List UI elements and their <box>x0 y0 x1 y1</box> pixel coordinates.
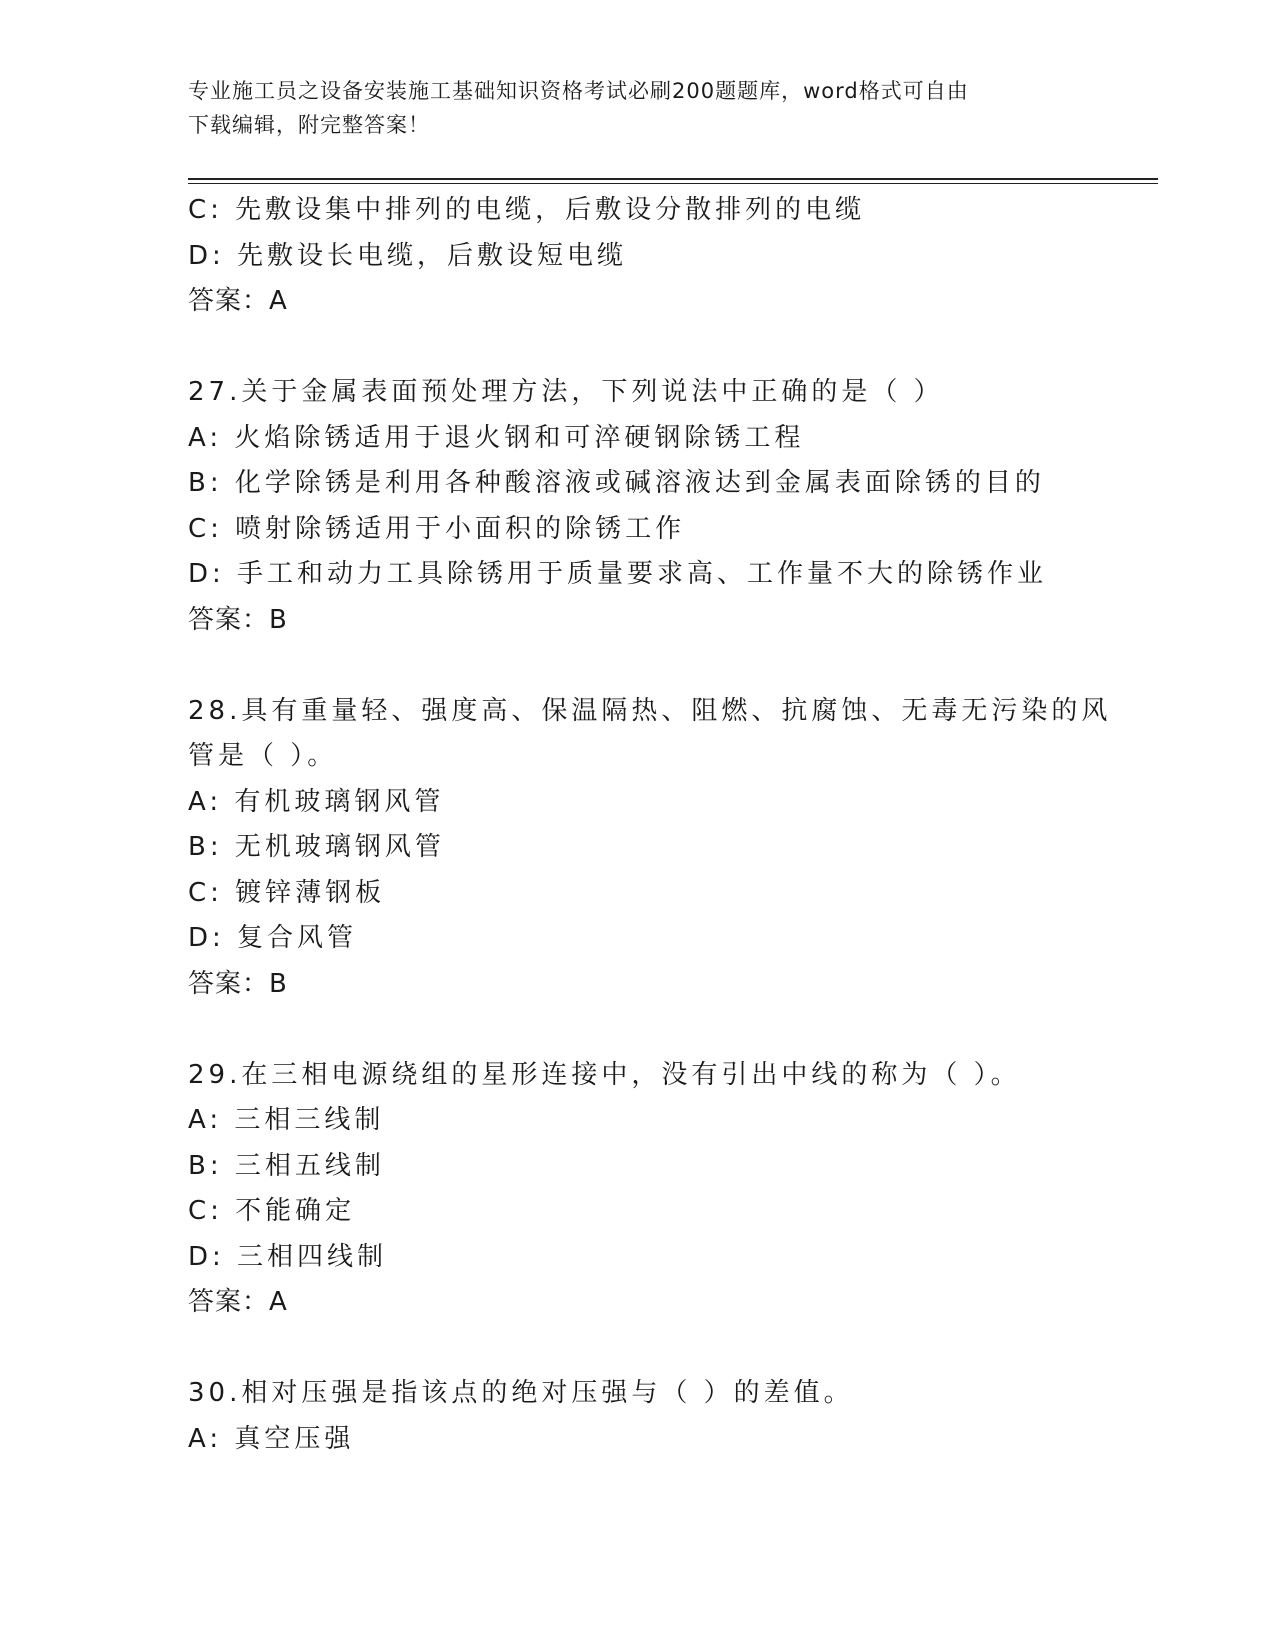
question-stem: 27.关于金属表面预处理方法，下列说法中正确的是（ ） <box>188 377 944 407</box>
question-26-continued <box>188 188 1088 325</box>
answer: 答案：A <box>188 1287 288 1317</box>
question-list <box>188 188 1112 1462</box>
header-divider-thin <box>188 183 1158 184</box>
question-stem: 29.在三相电源绕组的星形连接中，没有引出中线的称为（ ）。 <box>188 1059 1021 1090</box>
answer: 答案：A <box>188 286 288 316</box>
option-c: C: 喷射除锈适用于小面积的除锈工作 <box>188 513 686 544</box>
spacer <box>188 643 1088 689</box>
question-30 <box>188 1371 1088 1462</box>
option-b: B: 三相五线制 <box>188 1150 385 1181</box>
question-stem-continued: 管是（ ）。 <box>188 741 338 771</box>
spacer <box>188 325 1088 371</box>
option-a: A: 火焰除锈适用于退火钢和可淬硬钢除锈工程 <box>188 422 805 453</box>
option-d: D: 三相四线制 <box>188 1241 388 1272</box>
document-header <box>188 74 1068 142</box>
question-29 <box>188 1053 1088 1326</box>
option-d: D: 复合风管 <box>188 923 358 953</box>
option-a: A: 真空压强 <box>188 1423 355 1454</box>
option-d: D: 手工和动力工具除锈用于质量要求高、工作量不大的除锈作业 <box>188 559 1048 589</box>
answer: 答案：B <box>188 968 288 999</box>
option-b: B: 化学除锈是利用各种酸溶液或碱溶液达到金属表面除锈的目的 <box>188 468 1045 498</box>
question-28 <box>188 689 1112 1008</box>
option-c: C: 先敷设集中排列的电缆，后敷设分散排列的电缆 <box>188 195 866 225</box>
option-c: C: 不能确定 <box>188 1196 356 1226</box>
question-27 <box>188 370 1088 643</box>
option-c: C: 镀锌薄钢板 <box>188 877 386 908</box>
header-divider-thick <box>188 178 1158 180</box>
answer: 答案：B <box>188 604 288 635</box>
option-a: A: 三相三线制 <box>188 1105 385 1135</box>
question-stem: 28.具有重量轻、强度高、保温隔热、阻燃、抗腐蚀、无毒无污染的风 <box>188 695 1112 726</box>
spacer <box>188 1326 1088 1372</box>
option-d: D: 先敷设长电缆，后敷设短电缆 <box>188 240 628 271</box>
header-line-2: 下载编辑，附完整答案！ <box>188 113 430 137</box>
spacer <box>188 1007 1088 1053</box>
option-b: B: 无机玻璃钢风管 <box>188 832 445 862</box>
question-stem: 30.相对压强是指该点的绝对压强与（ ）的差值。 <box>188 1378 854 1408</box>
header-line-1: 专业施工员之设备安装施工基础知识资格考试必刷200题题库，word格式可自由 <box>188 79 969 103</box>
option-a: A: 有机玻璃钢风管 <box>188 786 445 817</box>
